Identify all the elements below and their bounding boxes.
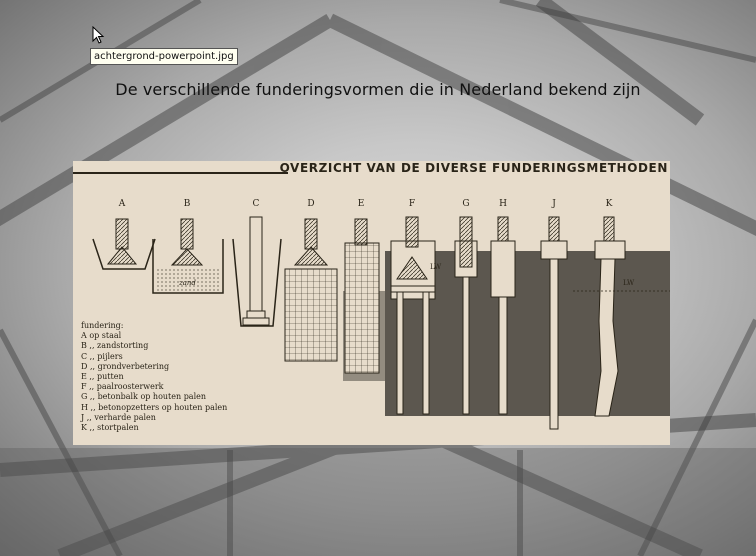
column-a	[93, 219, 155, 269]
column-label-d: D	[307, 199, 315, 209]
column-label-g: G	[462, 199, 470, 209]
column-label-c: C	[252, 199, 260, 209]
column-label-j: J	[552, 199, 556, 209]
column-label-k: K	[605, 199, 613, 209]
filename-tooltip: achtergrond-powerpoint.jpg	[90, 48, 238, 65]
column-label-a: A	[118, 199, 126, 209]
arrow-cursor-icon	[92, 26, 106, 46]
legend-item: G ,, betonbalk op houten palen	[81, 392, 207, 402]
column-label-f: F	[408, 199, 416, 209]
legend-item: A op staal	[81, 331, 122, 341]
column-e	[345, 219, 379, 373]
legend-item: H ,, betonopzetters op houten palen	[81, 402, 228, 412]
diagram-title: OVERZICHT VAN DE DIVERSE FUNDERINGSMETHODEN	[279, 161, 668, 175]
legend-item: C ,, pijlers	[81, 351, 123, 361]
legend-heading: fundering:	[81, 321, 124, 330]
foundation-diagram	[73, 161, 670, 445]
legend-item: E ,, putten	[81, 372, 124, 382]
slide-title: De verschillende funderingsvormen die in Nederland bekend zijn	[115, 80, 641, 99]
column-c	[233, 217, 281, 326]
column-label-e: E	[357, 199, 365, 209]
legend	[81, 321, 227, 433]
column-label-h: H	[499, 199, 507, 209]
legend-item: B ,, zandstorting	[81, 341, 149, 351]
column-label-b: B	[183, 199, 191, 209]
zand-label: zand	[179, 279, 196, 287]
legend-item: F ,, paalroosterwerk	[81, 382, 164, 392]
lw-label-k: LW	[623, 279, 635, 287]
column-d	[285, 219, 337, 361]
legend-item: J ,, verharde palen	[81, 412, 156, 422]
legend-item: D ,, grondverbetering	[81, 361, 170, 371]
lw-label-f: LW	[430, 263, 442, 271]
legend-item: K ,, stortpalen	[81, 423, 139, 433]
